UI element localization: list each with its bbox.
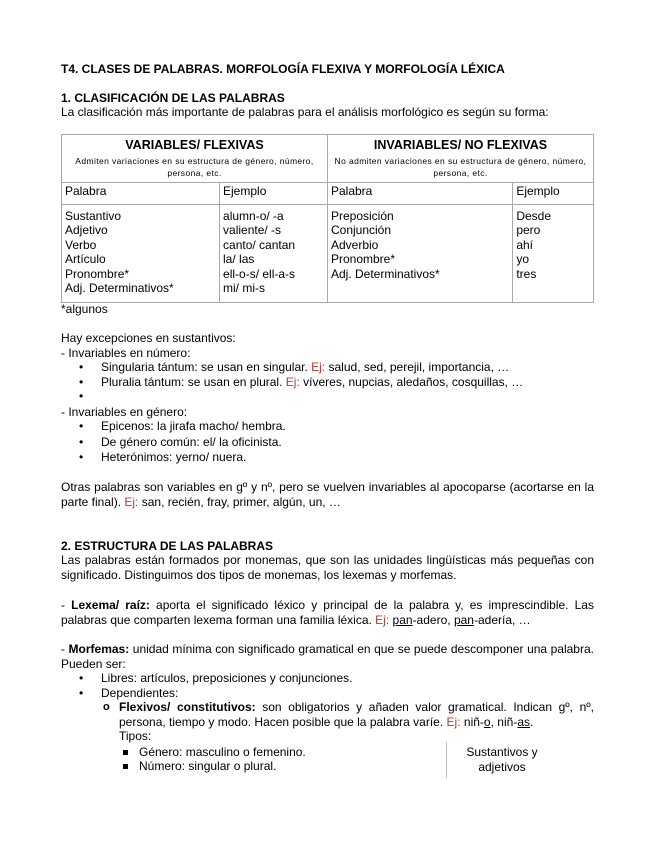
section1-intro: La clasificación más importante de palabras para el análisis morfológico es según su forma: — [61, 105, 549, 119]
excepciones-intro: Hay excepciones en sustantivos: — [61, 331, 236, 345]
classification-table — [61, 134, 594, 303]
lexema-paragraph: - Lexema/ raíz: aporta el significado léxico y principal de la palabra y, es imprescindible. Las palabras que comparten lexema forman una familia léxica. Ej: pan-adero, pan-adería, … — [61, 598, 594, 627]
list-item: • Epicenos: la jirafa macho/ hembra. — [61, 419, 594, 435]
morfema-label: Morfemas: — [68, 642, 130, 656]
list-item-empty — [61, 389, 594, 404]
list-item: canto/ cantan — [223, 237, 296, 252]
apocope-paragraph: Otras palabras son variables en gº y nº, pero se vuelven invariables al apocoparse (acortarse en la parte final). Ej: san, recién, fray, primer, algún, un, … — [61, 480, 594, 509]
invariables-genero-list — [61, 419, 594, 466]
list-item: Género: masculino o femenino. — [61, 745, 594, 760]
inv-palabras-cell — [327, 204, 512, 302]
variables-title: VARIABLES/ FLEXIVAS — [125, 138, 264, 152]
col-header-palabra: Palabra — [62, 182, 220, 204]
list-item: tres — [516, 266, 537, 281]
list-item: Adj. Determinativos* — [330, 266, 440, 281]
variables-subtitle: Admiten variaciones en su estructura de género, número, persona, etc. — [75, 155, 314, 178]
section2-heading: 2. ESTRUCTURA DE LAS PALABRAS — [61, 539, 274, 553]
list-item: Conjunción — [330, 223, 392, 237]
list-item: ell-o-s/ ell-a-s — [223, 266, 296, 281]
morfema-paragraph: - Morfemas: unidad mínima con significado gramatical en que se puede descomponer una palabra. Pueden ser: — [61, 642, 594, 671]
side-note-divider — [446, 742, 447, 778]
list-item: ahí — [516, 237, 534, 252]
list-item: • De género común: el/ la oficinista. — [61, 435, 594, 451]
var-palabras-cell — [62, 204, 220, 302]
inv-ejemplos-cell — [513, 204, 594, 302]
invariables-numero-label: - Invariables en número: — [61, 346, 191, 360]
section2-intro: Las palabras están formados por monemas, que son las unidades lingüísticas más pequeñas con significado. Distinguimos dos tipos de monemas, los lexemas y morfemas. — [61, 553, 594, 582]
list-item: yo — [516, 252, 530, 266]
var-ejemplos-cell — [220, 204, 328, 302]
list-item: alumn-o/ -a — [223, 208, 284, 223]
example-label: Ej: — [446, 714, 461, 729]
col-header-palabra: Palabra — [327, 182, 512, 204]
list-item: Adjetivo — [65, 223, 108, 237]
lexema-label: Lexema/ raíz: — [71, 598, 150, 612]
table-footnote: *algunos — [61, 302, 108, 316]
invariables-subtitle: No admiten variaciones en su estructura de género, número, persona, etc. — [334, 155, 587, 178]
side-note: Sustantivos y adjetivos — [466, 745, 538, 774]
example-label: Ej: — [124, 494, 139, 509]
list-item: Pronombre* — [330, 252, 396, 266]
flexivos-item: o Flexivos/ constitutivos: son obligatorios y añaden valor gramatical. Indican gº, nº, persona, tiempo y modo. Hacen posible que la palabra varíe. Ej: niñ-o, niñ-as. Tipos: — [61, 700, 594, 744]
list-item: Pronombre* — [65, 266, 130, 281]
list-item: • Singularia tántum: se usan en singular. Ej: salud, sed, perejil, importancia, … — [61, 360, 594, 375]
section1-heading: 1. CLASIFICACIÓN DE LAS PALABRAS — [61, 91, 285, 105]
list-item: la/ las — [223, 252, 255, 266]
list-item: Preposición — [330, 208, 394, 223]
list-item: mi/ mi-s — [223, 281, 266, 295]
example-label: Ej: — [375, 612, 390, 627]
tipos-label: Tipos: — [119, 729, 152, 743]
col-header-ejemplo: Ejemplo — [513, 182, 594, 204]
list-item: Desde — [516, 208, 552, 223]
list-item: pero — [516, 223, 541, 237]
list-item: • Libres: artículos, preposiciones y conjunciones. — [61, 671, 594, 686]
list-item: Adj. Determinativos* — [65, 281, 174, 295]
list-item: • Heterónimos: yerno/ nuera. — [61, 450, 594, 466]
invariables-header — [327, 135, 593, 183]
variables-header — [62, 135, 328, 183]
list-item: Sustantivo — [65, 208, 122, 223]
flexivos-label: Flexivos/ constitutivos: — [119, 700, 256, 714]
list-item: • Pluralia tántum: se usan en plural. Ej: víveres, nupcias, aledaños, cosquillas, … — [61, 375, 594, 390]
list-item: Verbo — [65, 237, 97, 252]
col-header-ejemplo: Ejemplo — [220, 182, 328, 204]
list-item: Adverbio — [330, 237, 379, 252]
list-item: valiente/ -s — [223, 223, 282, 237]
example-label: Ej: — [285, 374, 300, 389]
list-item: Número: singular o plural. — [61, 759, 594, 774]
list-item: • Dependientes: — [61, 686, 594, 701]
list-item: Artículo — [65, 252, 106, 266]
example-label: Ej: — [311, 360, 326, 374]
invariables-numero-list — [61, 360, 594, 404]
invariables-genero-label: - Invariables en género: — [61, 405, 188, 419]
invariables-title: INVARIABLES/ NO FLEXIVAS — [373, 138, 548, 152]
document-title: T4. CLASES DE PALABRAS. MORFOLOGÍA FLEXIVA Y MORFOLOGÍA LÉXICA — [61, 62, 505, 76]
